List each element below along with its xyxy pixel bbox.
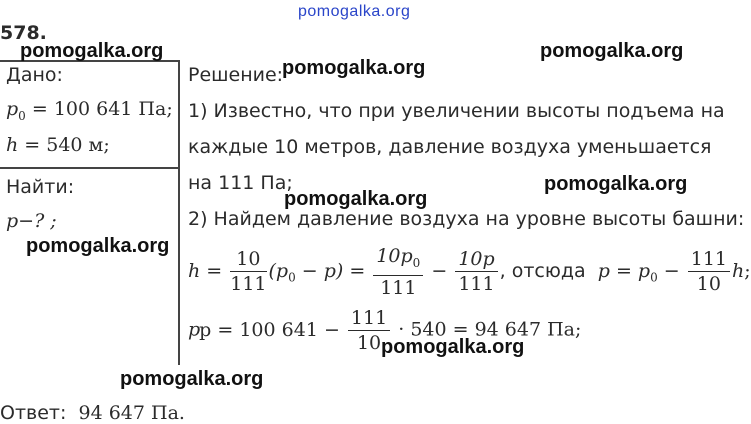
watermark: pomogalka.org: [284, 188, 428, 210]
equation-height: h = $\frac{10}{111}$ $(p_0 - p)$ = $\frac{10p_0}{111}$ − $\frac{10p}{111}$ , отсюда $p = p_0$ − $\frac{111}{10}$ h;: [188, 245, 751, 299]
solution-label: Решение:: [188, 64, 284, 86]
problem-number: 578.: [0, 22, 47, 44]
answer-label: Ответ:: [0, 402, 67, 424]
watermark: pomogalka.org: [120, 368, 264, 390]
find-target: p−? ;: [6, 210, 57, 232]
answer-value: 94 647 Па.: [78, 402, 185, 424]
problem-number-text: 578: [0, 22, 40, 44]
step2-line1: 2) Найдем давление воздуха на уровне высоты башни:: [188, 208, 745, 230]
watermark: pomogalka.org: [26, 235, 170, 257]
fraction-10p-111: $\frac{10p}{111}$: [455, 247, 497, 296]
step1-line2: каждые 10 метров, давление воздуха уменьшается: [188, 136, 712, 158]
watermark: pomogalka.org: [381, 336, 525, 358]
watermark: pomogalka.org: [20, 40, 164, 62]
fraction-111-10-b: $\frac{111}{10}$: [348, 306, 390, 355]
answer: [0, 402, 185, 424]
equation-pressure: pp = 100 641 − $\frac{111}{10}$ · 540 = 94 647 Па;: [188, 307, 582, 354]
given-label: Дано:: [6, 64, 63, 86]
given-h: h = 540 м;: [6, 134, 110, 156]
given-h-value: 540 м;: [46, 134, 110, 156]
given-vertical-divider: [178, 60, 180, 365]
watermark: pomogalka.org: [544, 173, 688, 195]
given-bottom-divider: [0, 167, 178, 169]
site-header-link[interactable]: pomogalka.org: [298, 3, 411, 20]
watermark: pomogalka.org: [540, 40, 684, 62]
watermark: pomogalka.org: [282, 57, 426, 79]
given-p0-value: 100 641 Па;: [53, 98, 173, 120]
fraction-10p0-111: $\frac{10p_0}{111}$: [373, 244, 423, 300]
fraction-10-111: $\frac{10}{111}$: [230, 248, 267, 296]
given-p0: $p_0 = 100$ 641 Па;: [6, 98, 173, 123]
step1-line3: на 111 Па;: [188, 172, 293, 194]
fraction-111-10: $\frac{111}{10}$: [688, 247, 730, 296]
step1-line1: 1) Известно, что при увеличении высоты подъема на: [188, 100, 725, 122]
find-label: Найти:: [6, 176, 75, 198]
